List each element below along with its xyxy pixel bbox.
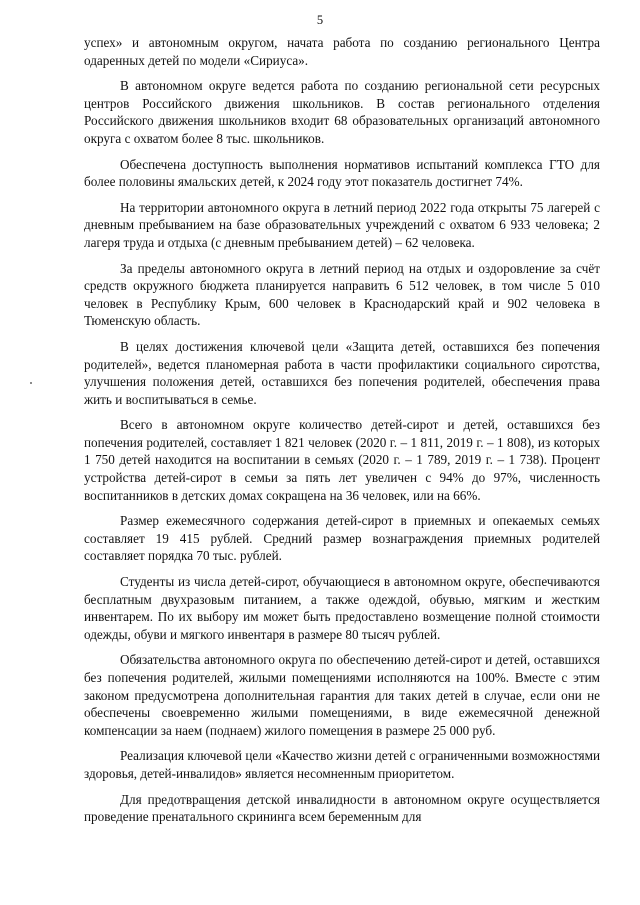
page-number: 5 (316, 13, 324, 27)
document-body (84, 34, 600, 834)
paragraph-orphans-count: Всего в автономном округе количество детей-сирот и детей, оставшихся без попечения родителей, составляет 1 821 человек (2020 г. – 1 811, 2019 г. – 1 808), из которых 1 750 детей находится на воспитании в семьях (2020 г. – 1 789, 2019 г. – 1 738). Процент устройства детей-сирот в семьи за пять лет увеличен с 94% до 97%, численность воспитанников в детских домах сокращена на 36 человек, или на 66%. (84, 417, 600, 503)
paragraph-resource-centers: В автономном округе ведется работа по созданию региональной сети ресурсных центров Российского движения школьников. В состав регионального отделения Российского движения школьников входит 68 образовательных организаций автономного округа с охватом более 8 тыс. школьников. (84, 78, 600, 146)
paragraph-gto: Обеспечена доступность выполнения нормативов испытаний комплекса ГТО для более половины ямальских детей, к 2024 году этот показатель достигнет 74%. (84, 156, 600, 190)
paragraph-outside-recreation: За пределы автономного округа в летний период на отдых и оздоровление за счёт средств окружного бюджета планируется направить 6 512 человек, в том числе 5 010 человек в Республику Крым, 600 человек в Краснодарский край и 902 человека в Тюменскую область. (84, 260, 600, 329)
paragraph-prenatal-screening: Для предотвращения детской инвалидности в автономном округе осуществляется проведение пренатального скрининга всем беременным для (84, 791, 600, 825)
paragraph-monthly-allowance: Размер ежемесячного содержания детей-сирот в приемных и опекаемых семьях составляет 19 415 рублей. Средний размер вознаграждения приемных родителей составляет порядка 70 тыс. рублей. (84, 513, 600, 564)
paragraph-summer-camps: На территории автономного округа в летний период 2022 года открыты 75 лагерей с дневным пребыванием на базе образовательных учреждений с охватом 6 933 человека; 2 лагеря труда и отдыха (с дневным пребыванием детей) – 62 человека. (84, 199, 600, 250)
paragraph-child-protection: В целях достижения ключевой цели «Защита детей, оставшихся без попечения родителей», ведется планомерная работа в части профилактики социального сиротства, улучшения положения детей, оставшихся без попечения родителей, обеспечения права жить и воспитываться в семье. (84, 338, 600, 407)
paragraph-disabled-children: Реализация ключевой цели «Качество жизни детей с ограниченными возможностями здоровья, детей-инвалидов» является несомненным приоритетом. (84, 748, 600, 781)
paragraph-continuation: успех» и автономным округом, начата работа по созданию регионального Центра одаренных детей по модели «Сириуса». (84, 35, 600, 68)
scan-dot-mark (30, 382, 32, 384)
paragraph-students-support: Студенты из числа детей-сирот, обучающиеся в автономном округе, обеспечиваются бесплатным двухразовым питанием, а также одеждой, обувью, мягким и жестким инвентарем. По их выбору им может быть предоставлено возмещение полной стоимости одежды, обуви и мягкого инвентаря в размере 80 тысяч рублей. (84, 574, 600, 642)
paragraph-housing-obligations: Обязательства автономного округа по обеспечению детей-сирот и детей, оставшихся без попечения родителей, жилыми помещениями исполняются на 100%. Вместе с этим законом предусмотрена дополнительная гарантия для таких детей в случае, если они не обеспечены своевременно жилыми помещениями, в виде ежемесячной денежной компенсации за наем (поднаем) жилого помещения в размере 25 000 руб. (84, 652, 600, 738)
